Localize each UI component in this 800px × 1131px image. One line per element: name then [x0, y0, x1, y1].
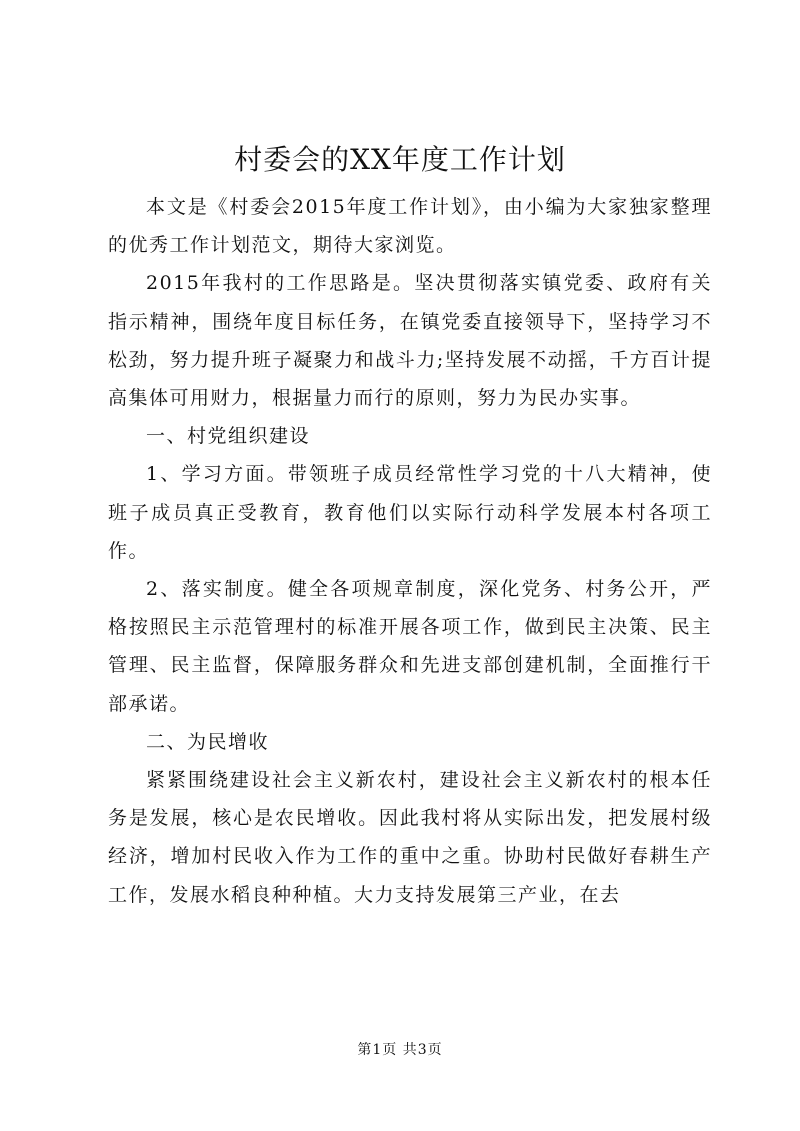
paragraph-system: 2、落实制度。健全各项规章制度，深化党务、村务公开，严格按照民主示范管理村的标准开展各项工作，做到民主决策、民主管理、民主监督，保障服务群众和先进支部创建机制，全面推行干部承诺。 — [108, 578, 712, 715]
section-heading-party-building: 一、村党组织建设 — [146, 425, 311, 448]
paragraph-income: 紧紧围绕建设社会主义新农村，建设社会主义新农村的根本任务是发展，核心是农民增收。因此我村将从实际出发，把发展村级经济，增加村民收入作为工作的重中之重。协助村民做好春耕生产工作，发展水稻良种种植。大力支持发展第三产业，在去 — [108, 769, 712, 906]
document-title: 村委会的XX年度工作计划 — [234, 143, 566, 176]
section-heading-income: 二、为民增收 — [146, 730, 270, 753]
document-body — [108, 188, 712, 914]
paragraph-work-approach: 2015年我村的工作思路是。坚决贯彻落实镇党委、政府有关指示精神，围绕年度目标任务，在镇党委直接领导下，坚持学习不松劲，努力提升班子凝聚力和战斗力;坚持发展不动摇，千方百计提高集体可用财力，根据量力而行的原则，努力为民办实事。 — [108, 272, 712, 410]
paragraph-study: 1、学习方面。带领班子成员经常性学习党的十八大精神，使班子成员真正受教育，教育他们以实际行动科学发展本村各项工作。 — [108, 463, 712, 562]
page-footer: 第1页 共3页 — [357, 1042, 443, 1058]
paragraph-intro: 本文是《村委会2015年度工作计划》，由小编为大家独家整理的优秀工作计划范文，期待大家浏览。 — [108, 196, 712, 257]
